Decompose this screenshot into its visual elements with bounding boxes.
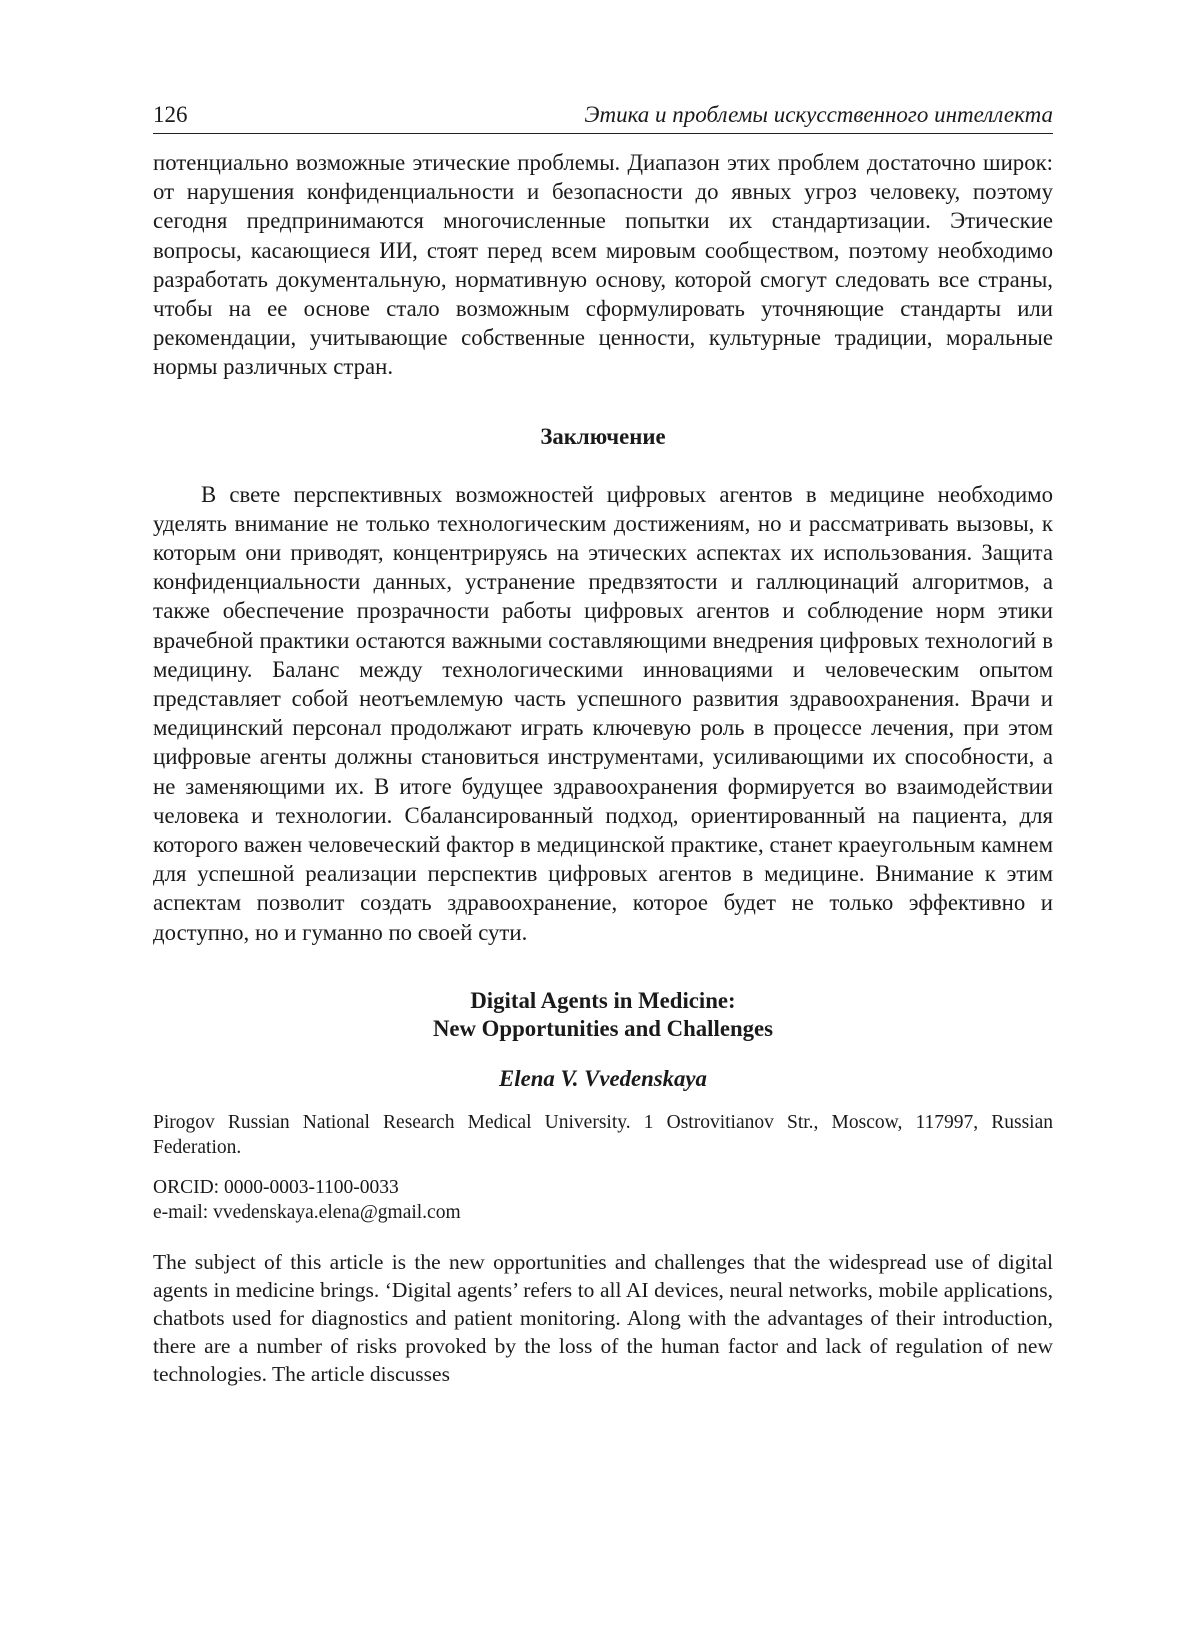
- page: [153, 100, 1053, 1388]
- conclusion-paragraph: В свете перспективных возможностей цифровых агентов в медицине необходимо уделять внимание не только технологическим достижениям, но и рассматривать вызовы, к которым они приводят, концентрируясь на этических аспектах их использования. Защита конфиденциальности данных, устранение предвзятости и галлюцинаций алгоритмов, а также обеспечение прозрачности работы цифровых агентов и соблюдение норм этики врачебной практики остаются важными составляющими внедрения цифровых технологий в медицину. Баланс между технологическими инновациями и человеческим опытом представляет собой неотъемлемую часть успешного развития здравоохранения. Врачи и медицинский персонал продолжают играть ключевую роль в процессе лечения, при этом цифровые агенты должны становиться инструментами, усиливающими их способности, а не заменяющими их. В итоге будущее здравоохранения формируется во взаимодействии человека и технологии. Сбалансированный подход, ориентированный на пациента, для которого важен человеческий фактор в медицинской практике, станет краеугольным камнем для успешной реализации перспектив цифровых агентов в медицине. Внимание к этим аспектам позволит создать здравоохранение, которое будет не только эффективно и доступно, но и гуманно по своей сути.: [153, 481, 1053, 945]
- running-header: [153, 100, 1053, 134]
- page-number: 126: [153, 102, 188, 127]
- english-title-line-2: New Opportunities and Challenges: [432, 1016, 774, 1042]
- running-title: Этика и проблемы искусственного интеллекта: [584, 102, 1053, 127]
- author-contact: [153, 1175, 1053, 1226]
- english-author: Elena V. Vvedenskaya: [499, 1065, 707, 1091]
- english-title: [153, 987, 1053, 1044]
- english-abstract: The subject of this article is the new opportunities and challenges that the widespread use of digital agents in medicine brings. ‘Digital agents’ refers to all AI devices, neural networks, mobile applications, chatbots used for diagnostics and patient monitoring. Along with the advantages of their introduction, there are a number of risks provoked by the loss of the human factor and lack of regulation of new technologies. The article discusses: [153, 1249, 1053, 1386]
- orcid: ORCID: 0000-0003-1100-0033: [153, 1176, 399, 1198]
- continued-paragraph: потенциально возможные этические проблемы. Диапазон этих проблем достаточно широк: от нарушения конфиденциальности и безопасности до явных угроз человеку, поэтому сегодня предпринимаются многочисленные попытки их стандартизации. Этические вопросы, касающиеся ИИ, стоят перед всем мировым сообществом, поэтому необходимо разработать документальную, нормативную основу, которой смогут следовать все страны, чтобы на ее основе стало возможным сформулировать уточняющие стандарты или рекомендации, учитывающие собственные ценности, культурные традиции, моральные нормы различных стран.: [153, 150, 1053, 380]
- english-title-line-1: Digital Agents in Medicine:: [470, 987, 736, 1013]
- author-affiliation: Pirogov Russian National Research Medical University. 1 Ostrovitianov Str., Moscow, 117997, Russian Federation.: [153, 1111, 1053, 1159]
- email: e-mail: vvedenskaya.elena@gmail.com: [153, 1202, 461, 1224]
- conclusion-heading: Заключение: [540, 423, 666, 449]
